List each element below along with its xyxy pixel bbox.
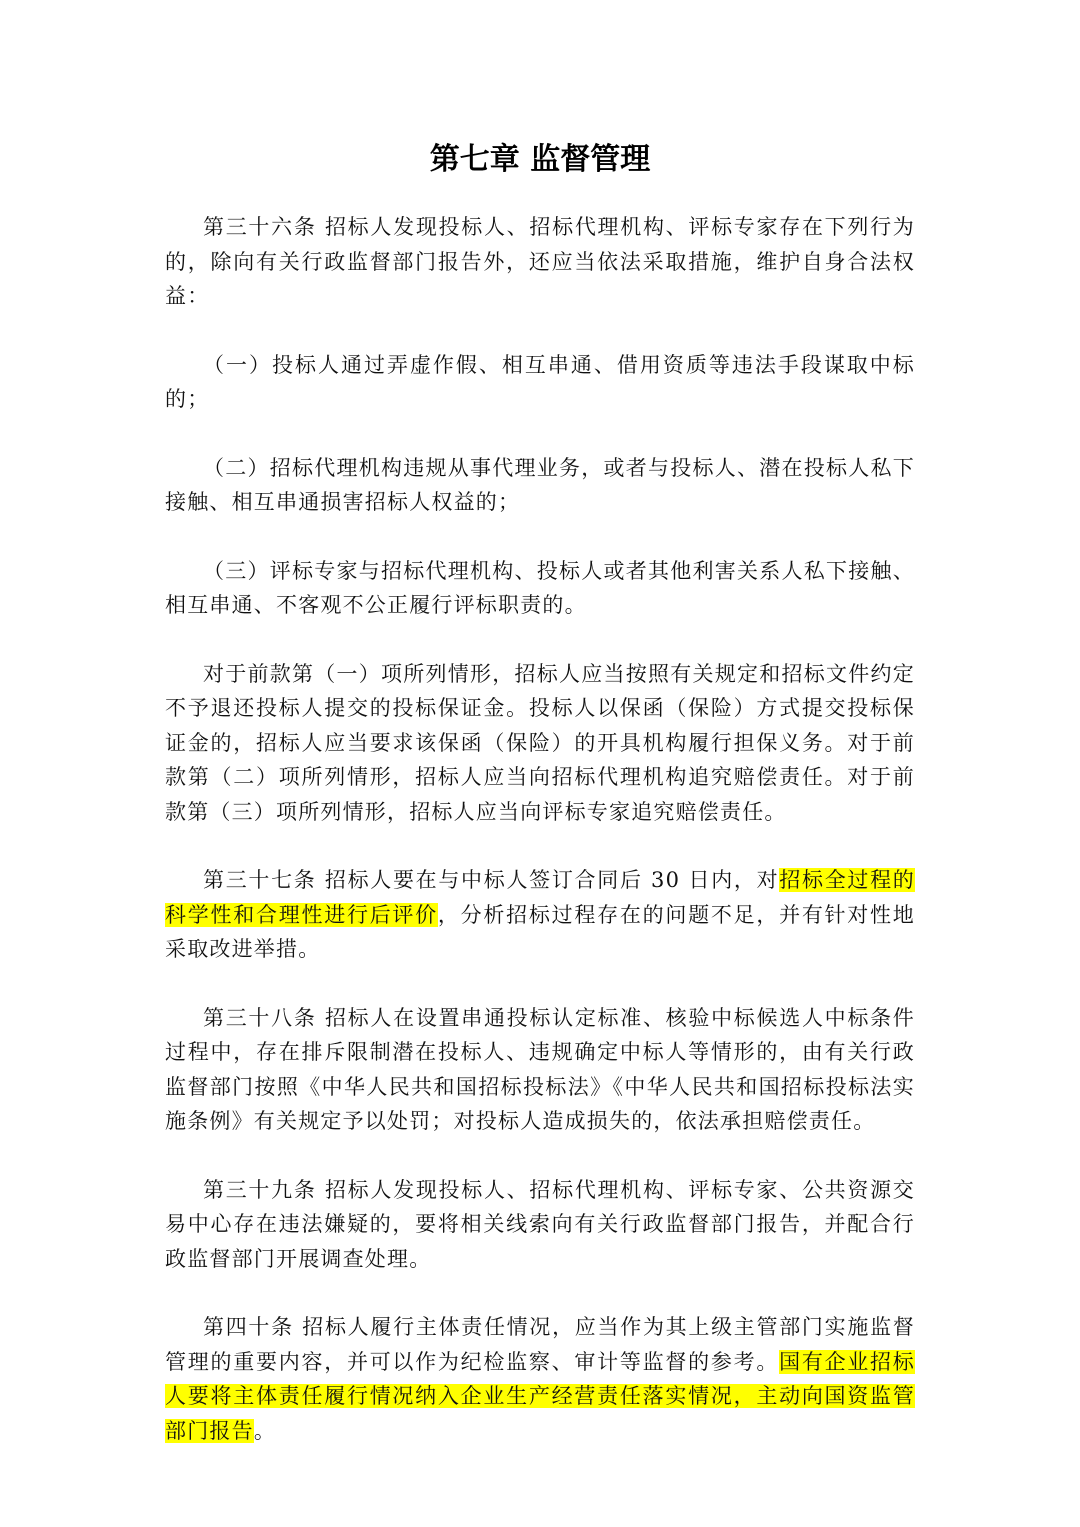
article-36-text: 招标人发现投标人、招标代理机构、评标专家存在下列行为的，除向有关行政监督部门报告外，还应当依法采取措施，维护自身合法权益： (165, 215, 916, 308)
article-36-item-3: （三）评标专家与招标代理机构、投标人或者其他利害关系人私下接触、相互串通、不客观不公正履行评标职责的。 (165, 558, 915, 617)
article-36-followup: 对于前款第（一）项所列情形，招标人应当按照有关规定和招标文件约定不予退还投标人提交的投标保证金。投标人以保函（保险）方式提交投标保证金的，招标人应当要求该保函（保险）的开具机构履行担保义务。对于前款第（二）项所列情形，招标人应当向招标代理机构追究赔偿责任。对于前款第（三）项所列情形，招标人应当向评标专家追究赔偿责任。 (165, 661, 915, 824)
document-body (165, 210, 915, 1482)
article-37-highlight: 招标全过程的科学性和合理性进行后评价 (165, 868, 916, 927)
article-37-label: 第三十七条 (203, 868, 317, 892)
article-37 (165, 863, 915, 967)
chapter-title: 第七章 监督管理 (429, 142, 651, 177)
article-39-label: 第三十九条 (203, 1177, 317, 1202)
article-40-label: 第四十条 (203, 1315, 294, 1339)
article-38-label: 第三十八条 (203, 1005, 317, 1030)
article-40-text-after: 。 (253, 1418, 277, 1443)
article-37-text-before: 招标人要在与中标人签订合同后 30 日内，对 (316, 868, 780, 892)
article-37-text-after: ，分析招标过程存在的问题不足，并有针对性地采取改进举措。 (165, 902, 915, 961)
article-40-text-before: 招标人履行主体责任情况，应当作为其上级主管部门实施监督管理的重要内容，并可以作为纪检监察、审计等监督的参考。 (165, 1315, 915, 1374)
article-36 (165, 210, 915, 314)
article-40-highlight: 国有企业招标人要将主体责任履行情况纳入企业生产经营责任落实情况，主动向国资监管部门报告 (165, 1349, 915, 1443)
article-36-label: 第三十六条 (203, 215, 317, 239)
article-39 (165, 1173, 915, 1277)
article-36-item-2: （二）招标代理机构违规从事代理业务，或者与投标人、潜在投标人私下接触、相互串通损害招标人权益的； (165, 455, 915, 514)
article-36-item-1: （一）投标人通过弄虚作假、相互串通、借用资质等违法手段谋取中标的； (165, 352, 915, 411)
article-38-text: 招标人在设置串通投标认定标准、核验中标候选人中标条件过程中，存在排斥限制潜在投标人、违规确定中标人等情形的，由有关行政监督部门按照《中华人民共和国招标投标法》《中华人民共和国招标投标法实施条例》有关规定予以处罚；对投标人造成损失的，依法承担赔偿责任。 (165, 1005, 916, 1133)
article-38 (165, 1001, 915, 1139)
article-39-text: 招标人发现投标人、招标代理机构、评标专家、公共资源交易中心存在违法嫌疑的，要将相关线索向有关行政监督部门报告，并配合行政监督部门开展调查处理。 (165, 1177, 916, 1271)
article-40 (165, 1310, 915, 1448)
